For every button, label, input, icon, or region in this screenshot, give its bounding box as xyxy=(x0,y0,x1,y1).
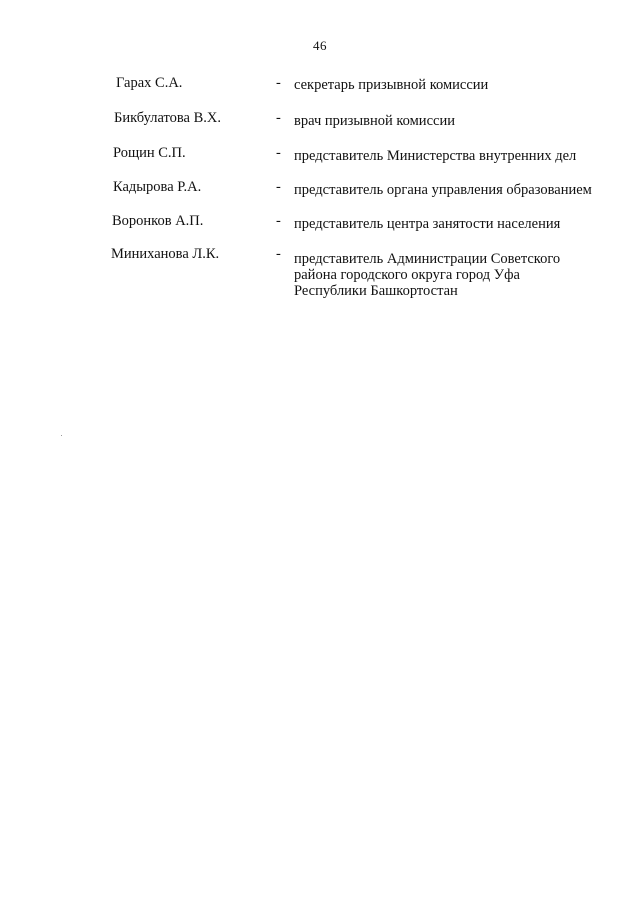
member-name: Бикбулатова В.Х. xyxy=(114,110,222,126)
member-role xyxy=(294,113,634,129)
member-dash: - xyxy=(276,246,281,262)
member-name: Кадырова Р.А. xyxy=(113,179,202,195)
member-role xyxy=(294,148,634,164)
member-name: Гарах С.А. xyxy=(116,75,183,91)
member-role xyxy=(294,251,634,299)
member-dash: - xyxy=(276,145,281,161)
member-role-line: врач призывной комиссии xyxy=(294,113,455,129)
member-dash: - xyxy=(276,213,281,229)
member-name: Миниханова Л.К. xyxy=(111,246,220,262)
member-name: Рощин С.П. xyxy=(113,145,186,161)
member-dash: - xyxy=(276,110,281,126)
member-role xyxy=(294,182,634,198)
member-role-line: Республики Башкортостан xyxy=(294,283,458,299)
member-role-line: представитель органа управления образованием xyxy=(294,182,592,198)
member-role xyxy=(294,77,634,93)
member-role-line: представитель Министерства внутренних дел xyxy=(294,148,577,164)
member-name: Воронков А.П. xyxy=(112,213,204,229)
member-role-line: секретарь призывной комиссии xyxy=(294,77,489,93)
member-role xyxy=(294,216,634,232)
page-number: 46 xyxy=(313,38,327,53)
member-dash: - xyxy=(276,179,281,195)
scan-speck xyxy=(61,435,62,436)
member-role-line: представитель центра занятости населения xyxy=(294,216,561,232)
member-dash: - xyxy=(276,75,281,91)
member-role-line: представитель Администрации Советского xyxy=(294,251,561,267)
member-role-line: района городского округа город Уфа xyxy=(294,267,520,283)
